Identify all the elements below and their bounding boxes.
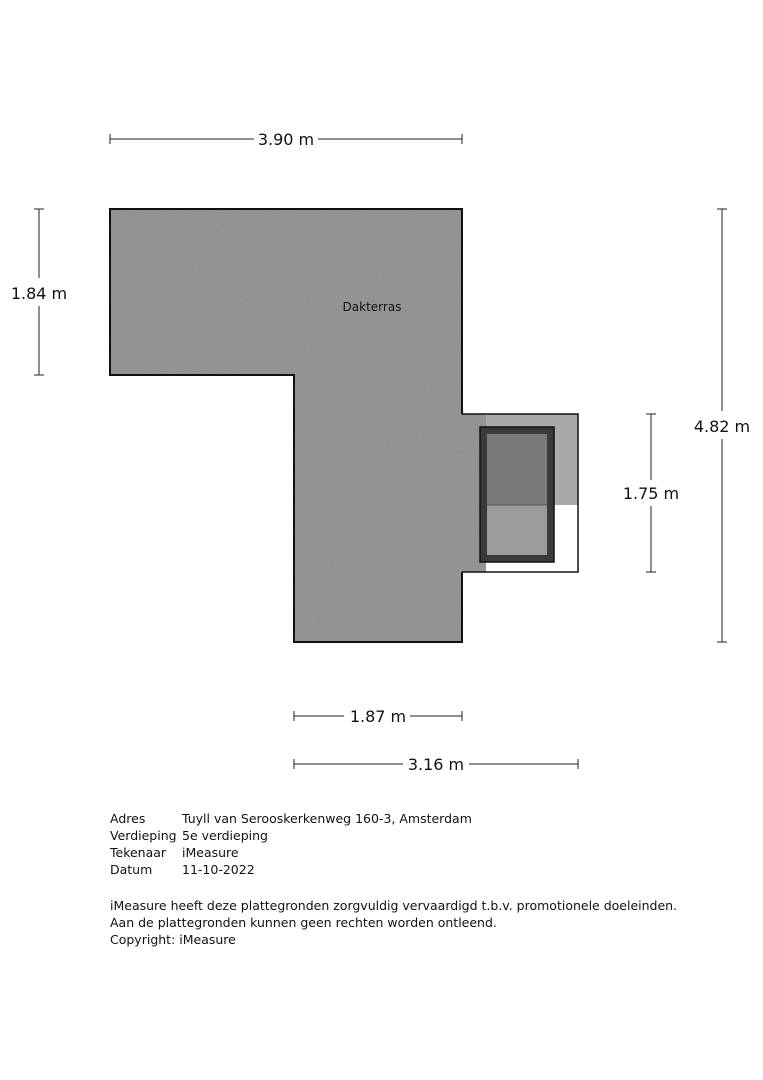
info-row-floor	[110, 827, 472, 844]
roof-hatch-upper	[487, 434, 547, 505]
disclaimer-line: iMeasure heeft deze plattegronden zorgvuldig vervaardigd t.b.v. promotionele doeleinden.	[110, 898, 678, 913]
room-label: Dakterras	[342, 300, 402, 314]
info-row-date	[110, 861, 472, 878]
info-key: Tekenaar	[110, 845, 167, 860]
roof-hatch-lower	[487, 505, 547, 555]
dimension-bottom-inner-width-label: 1.87 m	[349, 707, 407, 726]
info-row-drafter	[110, 844, 472, 861]
info-value: 5e verdieping	[182, 828, 268, 843]
dimension-inner-height-label: 1.75 m	[622, 484, 680, 503]
copyright-line: Copyright: iMeasure	[110, 932, 236, 947]
disclaimer	[110, 897, 677, 948]
info-key: Verdieping	[110, 828, 177, 843]
info-value: iMeasure	[182, 845, 239, 860]
info-row-address	[110, 810, 472, 827]
info-key: Datum	[110, 862, 153, 877]
info-value: 11-10-2022	[182, 862, 255, 877]
info-block	[110, 810, 472, 878]
dimension-bottom-total-width-label: 3.16 m	[407, 755, 465, 774]
disclaimer-line: Aan de plattegronden kunnen geen rechten worden ontleend.	[110, 915, 497, 930]
dimension-right-height-label: 4.82 m	[693, 417, 751, 436]
dimension-left-height-label: 1.84 m	[10, 284, 68, 303]
info-value: Tuyll van Serooskerkenweg 160-3, Amsterdam	[182, 811, 472, 826]
info-table	[110, 810, 472, 878]
dimension-top-width-label: 3.90 m	[257, 130, 315, 149]
info-key: Adres	[110, 811, 146, 826]
